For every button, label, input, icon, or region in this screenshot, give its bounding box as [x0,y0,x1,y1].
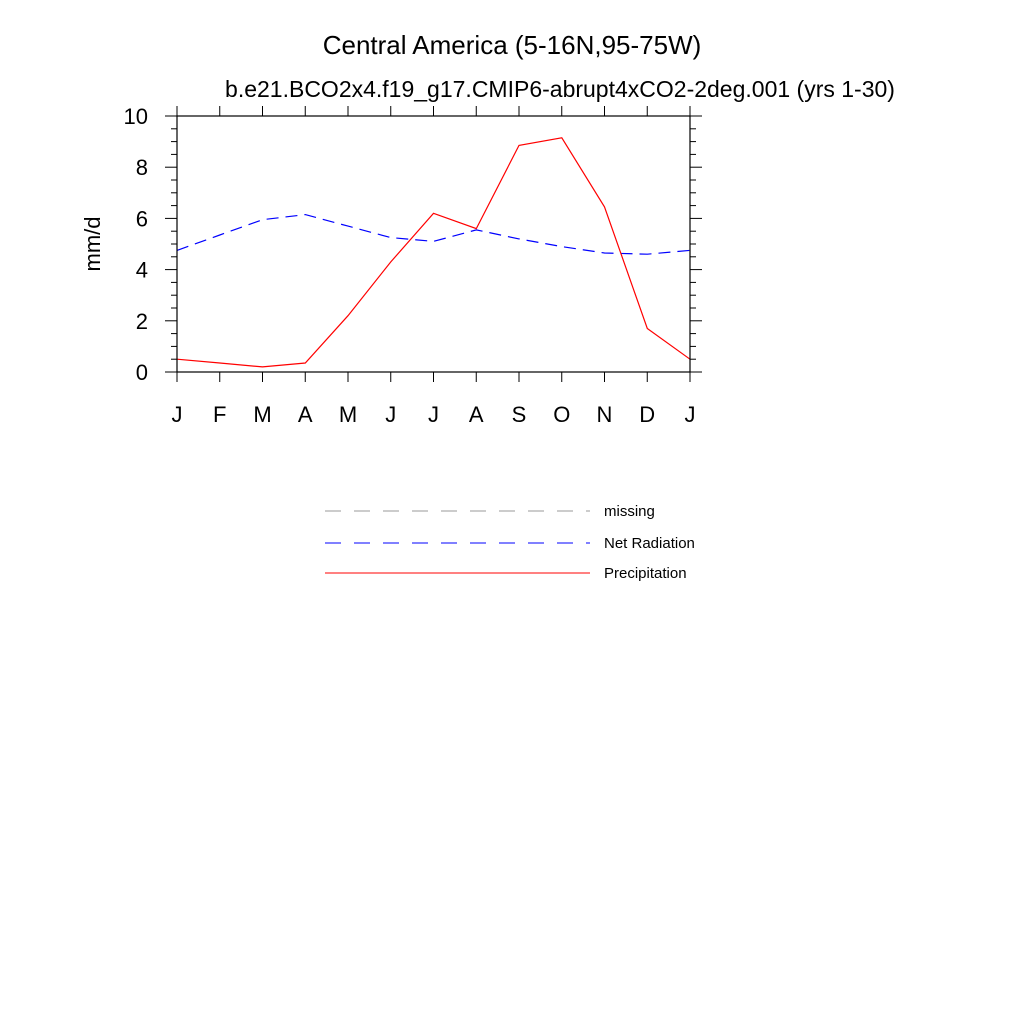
x-tick-label: A [468,402,484,427]
x-tick-label: F [213,402,227,427]
x-tick-label: D [639,402,656,427]
x-tick-label: J [171,402,183,427]
legend [325,503,695,582]
y-axis-label: mm/d [80,216,105,272]
x-tick-label: J [385,402,397,427]
y-tick-label: 8 [135,155,148,181]
series-line-net-radiation [177,215,690,255]
y-tick-label: 6 [135,206,148,232]
plot-lines [177,138,690,367]
series-line-precipitation [177,138,690,367]
y-tick-label: 0 [135,360,148,385]
x-tick-label: O [553,402,571,427]
plot-frame [177,116,690,372]
legend-label: Precipitation [604,565,687,582]
axis-tick-labels [124,104,696,427]
chart-title: Central America (5-16N,95-75W) [322,30,702,60]
y-tick-label: 10 [123,104,148,129]
legend-label: missing [604,503,655,520]
x-tick-label: M [338,402,358,427]
axis-ticks [165,106,702,382]
chart-subtitle: b.e21.BCO2x4.f19_g17.CMIP6-abrupt4xCO2-2deg.001 (yrs 1-30) [225,76,895,102]
x-tick-label: M [253,402,272,427]
x-tick-label: J [428,402,439,427]
x-tick-label: N [596,402,613,427]
legend-label: Net Radiation [604,535,695,552]
y-tick-label: 4 [135,257,148,283]
x-tick-label: A [297,402,313,427]
y-tick-label: 2 [135,308,148,334]
x-tick-label: S [511,402,527,427]
x-tick-label: J [684,402,696,427]
